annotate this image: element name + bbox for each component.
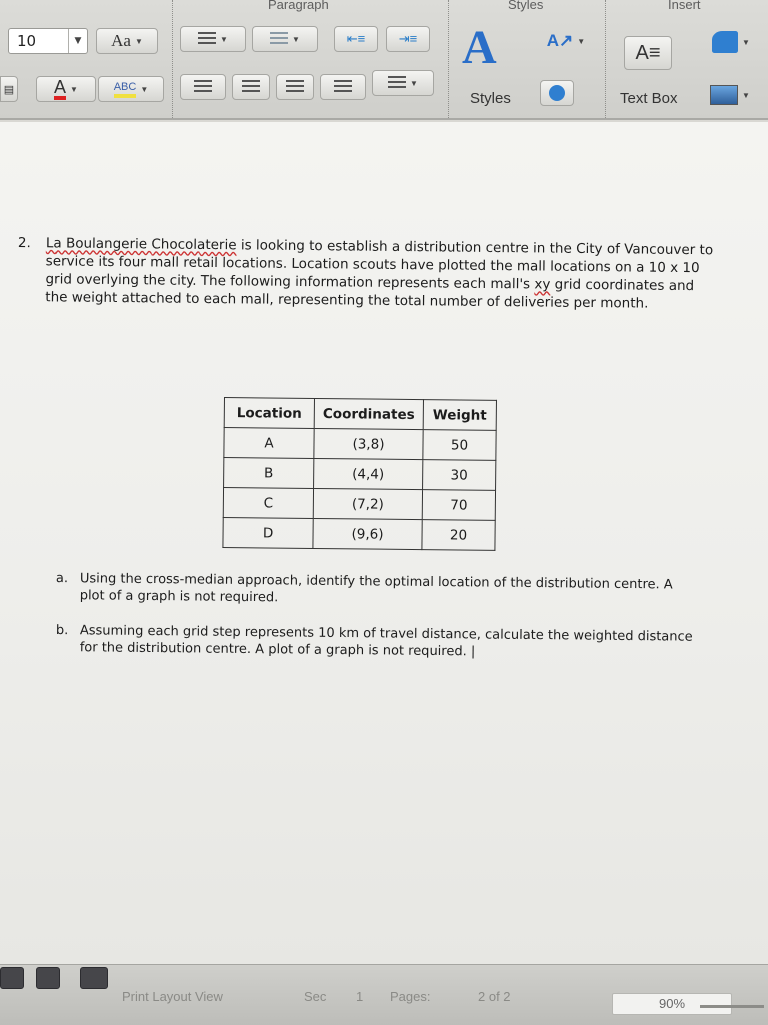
- align-center-button[interactable]: [232, 74, 270, 100]
- weight-cell[interactable]: 70: [422, 490, 495, 521]
- coordinates-cell[interactable]: (9,6): [313, 518, 422, 549]
- align-left-icon: [194, 80, 212, 94]
- column-header: Weight: [423, 400, 496, 431]
- decrease-indent-icon: ⇤≡: [346, 31, 366, 46]
- section-label: Sec: [304, 989, 327, 1004]
- outline-view-icon[interactable]: [36, 967, 60, 989]
- location-cell[interactable]: A: [224, 428, 314, 459]
- paragraph-group-title: Paragraph: [268, 0, 329, 12]
- part-b-text: Assuming each grid step represents 10 km of travel distance, calculate the weighted distance for the distribution centre. A plot of a graph is not required. |: [79, 623, 693, 660]
- question-text: is looking to establish a distribution centre in the City of Vancouver to service its four mall retail locations. Location scouts have plotted the mall locations on a 10 x 10 grid overlying the city. The following information represents each mall's: [45, 237, 714, 293]
- shapes-icon: [712, 31, 738, 53]
- chevron-down-icon: ▼: [292, 34, 300, 44]
- textbox-icon-button[interactable]: [624, 36, 672, 70]
- styles-group-title: Styles: [508, 0, 544, 12]
- highlight-button[interactable]: [98, 76, 164, 102]
- ribbon-separator: [172, 0, 173, 118]
- styles-pane-button[interactable]: [540, 80, 574, 106]
- chevron-down-icon: ▼: [134, 36, 143, 46]
- chevron-down-icon: ▼: [140, 84, 149, 94]
- table-row: [223, 517, 495, 550]
- chevron-down-icon: ▼: [577, 36, 586, 46]
- clear-format-icon: ▤: [3, 83, 15, 96]
- change-styles-icon: A↗: [546, 31, 574, 50]
- numbering-icon: [270, 32, 288, 46]
- draft-view-icon[interactable]: [0, 967, 24, 989]
- ribbon-toolbar: [0, 0, 768, 120]
- align-left-button[interactable]: [180, 74, 226, 100]
- font-color-button[interactable]: [36, 76, 96, 102]
- pages-value: 2 of 2: [478, 989, 511, 1004]
- table-row: [224, 428, 496, 461]
- question-paragraph[interactable]: [17, 234, 718, 313]
- numbering-button[interactable]: [252, 26, 318, 52]
- company-name: La Boulangerie Chocolaterie: [45, 235, 237, 254]
- picture-icon: [710, 85, 738, 105]
- ribbon-separator: [448, 0, 449, 118]
- chevron-down-icon[interactable]: ▼: [68, 29, 87, 53]
- highlight-label: ABC: [114, 80, 137, 98]
- align-right-button[interactable]: [276, 74, 314, 100]
- grow-font-button[interactable]: [96, 28, 158, 54]
- part-b-paragraph[interactable]: [56, 622, 696, 663]
- part-a-label: a.: [55, 570, 69, 587]
- coordinates-cell[interactable]: (4,4): [314, 458, 423, 489]
- bullets-button[interactable]: [180, 26, 246, 52]
- chevron-down-icon: ▼: [220, 34, 228, 44]
- increase-indent-button[interactable]: [386, 26, 430, 52]
- part-b-label: b.: [55, 622, 69, 639]
- ribbon-separator: [605, 0, 606, 118]
- question-number: 2.: [17, 234, 31, 252]
- line-spacing-icon: [388, 76, 406, 90]
- table-header-row: [224, 398, 496, 431]
- grow-font-label: Aa: [111, 31, 131, 50]
- table-row: [224, 458, 496, 491]
- change-styles-button[interactable]: [540, 28, 592, 54]
- styles-pane-icon: [549, 85, 565, 101]
- align-right-icon: [286, 80, 304, 94]
- chevron-down-icon: ▼: [70, 84, 78, 94]
- zoom-field[interactable]: [612, 993, 732, 1015]
- question-text-end: grid coordinates and the weight attached to each mall, representing the total number of deliveries per month.: [45, 276, 695, 312]
- view-label: Print Layout View: [122, 989, 223, 1004]
- chevron-down-icon: ▼: [410, 78, 418, 88]
- font-size-select[interactable]: [8, 28, 88, 54]
- part-a-text: Using the cross-median approach, identify the optimal location of the distribution centre. A plot of a graph is not required.: [79, 571, 673, 606]
- textbox-icon: A≡: [635, 41, 661, 64]
- styles-icon[interactable]: A: [462, 21, 497, 74]
- coordinates-cell[interactable]: (3,8): [314, 428, 423, 459]
- shapes-button[interactable]: [700, 26, 762, 58]
- column-header: Location: [224, 398, 314, 429]
- bullets-icon: [198, 32, 216, 46]
- chevron-down-icon: ▼: [742, 37, 750, 47]
- coordinates-cell[interactable]: (7,2): [313, 488, 422, 519]
- print-layout-view-icon[interactable]: [80, 967, 108, 989]
- column-header: Coordinates: [314, 398, 423, 429]
- justify-button[interactable]: [320, 74, 366, 100]
- zoom-value: 90%: [658, 996, 686, 1011]
- pages-label: Pages:: [390, 989, 431, 1004]
- insert-group-title: Insert: [668, 0, 701, 12]
- locations-table[interactable]: [222, 397, 497, 551]
- location-cell[interactable]: B: [224, 458, 314, 489]
- textbox-button-label[interactable]: Text Box: [620, 90, 678, 107]
- picture-button[interactable]: [700, 82, 760, 108]
- clear-format-button[interactable]: [0, 76, 18, 102]
- zoom-slider[interactable]: [700, 1005, 764, 1008]
- section-value: 1: [356, 989, 364, 1004]
- line-spacing-button[interactable]: [372, 70, 434, 96]
- justify-icon: [334, 80, 352, 94]
- align-center-icon: [242, 80, 260, 94]
- location-cell[interactable]: C: [223, 488, 313, 519]
- location-cell[interactable]: D: [223, 517, 313, 548]
- weight-cell[interactable]: 30: [423, 460, 496, 491]
- styles-button-label[interactable]: Styles: [470, 90, 511, 107]
- weight-cell[interactable]: 20: [422, 520, 495, 551]
- weight-cell[interactable]: 50: [423, 430, 496, 461]
- chevron-down-icon: ▼: [742, 90, 750, 100]
- increase-indent-icon: ⇥≡: [398, 31, 418, 46]
- decrease-indent-button[interactable]: [334, 26, 378, 52]
- table-row: [223, 488, 495, 521]
- status-bar: [0, 964, 768, 1025]
- font-color-label: A: [54, 78, 66, 100]
- question-xy: xy: [534, 276, 551, 293]
- part-a-paragraph[interactable]: [56, 570, 696, 611]
- font-size-value: 10: [17, 32, 37, 50]
